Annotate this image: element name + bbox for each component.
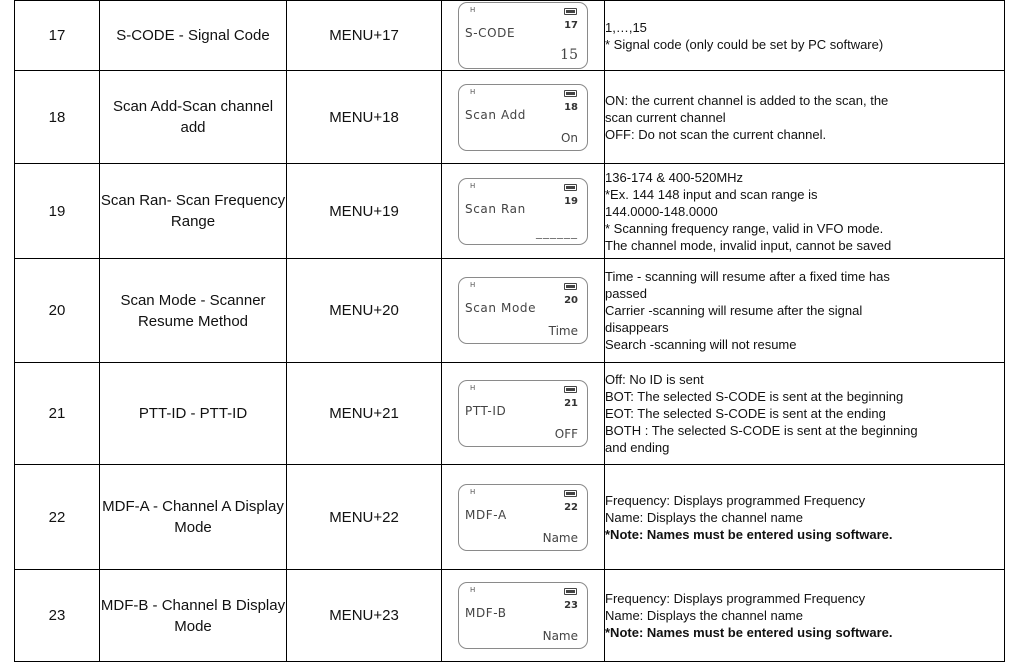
description-line: disappears — [605, 320, 669, 335]
lcd-label: Scan Mode — [465, 301, 537, 315]
menu-key-combo: MENU+19 — [287, 164, 442, 259]
description-line: EOT: The selected S-CODE is sent at the ending — [605, 406, 886, 421]
menu-number: 23 — [15, 570, 100, 662]
menu-item-name — [100, 570, 287, 662]
menu-number: 19 — [15, 164, 100, 259]
lcd-display — [458, 2, 588, 69]
menu-item-name — [100, 71, 287, 164]
menu-key-combo: MENU+22 — [287, 465, 442, 570]
menu-number: 17 — [15, 1, 100, 71]
description-line: passed — [605, 286, 647, 301]
lcd-label: MDF-B — [465, 606, 507, 620]
battery-icon — [564, 184, 577, 191]
description-line: * Signal code (only could be set by PC software) — [605, 36, 884, 52]
description-line: OFF: Do not scan the current channel. — [605, 126, 827, 142]
menu-item-name-text: Scan Ran- Scan Frequency Range — [100, 192, 286, 230]
lcd-label: MDF-A — [465, 507, 507, 522]
description-line: Search -scanning will not resume — [605, 337, 797, 352]
battery-icon — [564, 588, 577, 595]
power-level-indicator: H — [470, 487, 476, 496]
battery-icon — [564, 490, 577, 497]
menu-number: 22 — [15, 465, 100, 570]
table-row — [15, 465, 1005, 570]
table-row — [15, 71, 1005, 164]
menu-description — [605, 71, 1005, 164]
description-line: 1,…,15 — [605, 19, 647, 35]
description-note: *Note: Names must be entered using software. — [605, 526, 893, 542]
menu-description — [605, 465, 1005, 570]
lcd-value: 15 — [560, 47, 578, 63]
description-line: ON: the current channel is added to the scan, the — [605, 92, 889, 108]
menu-description — [605, 363, 1005, 465]
menu-settings-table — [14, 0, 1005, 662]
lcd-menu-number: 22 — [564, 501, 578, 513]
description-line: Carrier -scanning will resume after the signal — [605, 303, 863, 318]
menu-item-name — [100, 259, 287, 363]
menu-key-combo: MENU+23 — [287, 570, 442, 662]
description-line: 136-174 & 400-520MHz — [605, 169, 744, 185]
lcd-value: On — [560, 130, 578, 145]
menu-description — [605, 570, 1005, 662]
lcd-label: Scan Add — [465, 107, 527, 122]
lcd-label: Scan Ran — [465, 201, 526, 216]
description-note: *Note: Names must be entered using software. — [605, 625, 893, 640]
menu-key-combo: MENU+21 — [287, 363, 442, 465]
description-line: * Scanning frequency range, valid in VFO mode. — [605, 220, 884, 236]
menu-description — [605, 1, 1005, 71]
menu-key-combo: MENU+20 — [287, 259, 442, 363]
lcd-cell — [442, 164, 605, 259]
lcd-value: OFF — [554, 427, 578, 441]
menu-description — [605, 259, 1005, 363]
lcd-cell — [442, 1, 605, 71]
description-line: BOT: The selected S-CODE is sent at the beginning — [605, 389, 904, 404]
battery-icon — [564, 8, 577, 15]
lcd-menu-number: 23 — [564, 600, 578, 611]
menu-item-name-text: S-CODE - Signal Code — [116, 27, 270, 44]
description-line: The channel mode, invalid input, cannot be saved — [605, 237, 892, 253]
lcd-cell — [442, 465, 605, 570]
lcd-value: Name — [542, 629, 578, 643]
menu-number: 18 — [15, 71, 100, 164]
menu-item-name-text: PTT-ID - PTT-ID — [138, 405, 248, 422]
lcd-display — [458, 178, 588, 245]
battery-icon — [564, 283, 577, 290]
menu-key-combo: MENU+18 — [287, 71, 442, 164]
description-line: and ending — [605, 440, 670, 455]
description-line: Name: Displays the channel name — [605, 608, 803, 623]
description-line: scan current channel — [605, 109, 726, 125]
menu-item-name-text: Scan Mode - Scanner Resume Method — [120, 291, 266, 330]
description-line: 144.0000-148.0000 — [605, 203, 718, 219]
menu-item-name-text: MDF-B - Channel B Display Mode — [100, 596, 286, 635]
lcd-cell — [442, 570, 605, 662]
lcd-cell — [442, 71, 605, 164]
menu-key-combo: MENU+17 — [287, 1, 442, 71]
description-line: *Ex. 144 148 input and scan range is — [605, 186, 818, 202]
lcd-value: Name — [542, 530, 578, 545]
table-row — [15, 1, 1005, 71]
description-line: Time - scanning will resume after a fixed time has — [605, 269, 890, 284]
menu-description — [605, 164, 1005, 259]
lcd-menu-number: 21 — [564, 398, 578, 409]
lcd-display — [458, 277, 588, 344]
menu-item-name — [100, 1, 287, 71]
battery-icon — [564, 90, 577, 97]
description-line: Off: No ID is sent — [605, 372, 704, 387]
table-row — [15, 570, 1005, 662]
power-level-indicator: H — [470, 586, 476, 594]
menu-number: 20 — [15, 259, 100, 363]
table-row — [15, 259, 1005, 363]
description-line: Name: Displays the channel name — [605, 509, 803, 525]
lcd-menu-number: 20 — [564, 295, 578, 306]
lcd-value: Time — [548, 324, 578, 338]
table-row — [15, 363, 1005, 465]
description-line: Frequency: Displays programmed Frequency — [605, 492, 866, 508]
menu-item-name-text: Scan Add-Scan channel add — [112, 98, 274, 136]
lcd-display — [458, 484, 588, 551]
power-level-indicator: H — [470, 281, 476, 289]
menu-item-name — [100, 465, 287, 570]
menu-item-name-text: MDF-A - Channel A Display Mode — [102, 498, 284, 536]
lcd-cell — [442, 259, 605, 363]
lcd-cell — [442, 363, 605, 465]
lcd-display — [458, 84, 588, 151]
menu-item-name — [100, 164, 287, 259]
lcd-label: S-CODE — [465, 26, 516, 40]
description-line: BOTH : The selected S-CODE is sent at the beginning — [605, 423, 918, 438]
lcd-menu-number: 19 — [564, 195, 578, 207]
power-level-indicator: H — [470, 384, 476, 392]
menu-item-name — [100, 363, 287, 465]
menu-number: 21 — [15, 363, 100, 465]
lcd-menu-number: 18 — [564, 101, 578, 113]
power-level-indicator: H — [470, 181, 476, 190]
lcd-display — [458, 582, 588, 649]
power-level-indicator: H — [470, 6, 476, 14]
description-line: Frequency: Displays programmed Frequency — [605, 591, 866, 606]
lcd-value: ______ — [536, 224, 578, 239]
lcd-display — [458, 380, 588, 447]
table-row — [15, 164, 1005, 259]
power-level-indicator: H — [470, 87, 476, 96]
battery-icon — [564, 386, 577, 393]
lcd-menu-number: 17 — [564, 20, 578, 31]
lcd-label: PTT-ID — [465, 404, 507, 418]
